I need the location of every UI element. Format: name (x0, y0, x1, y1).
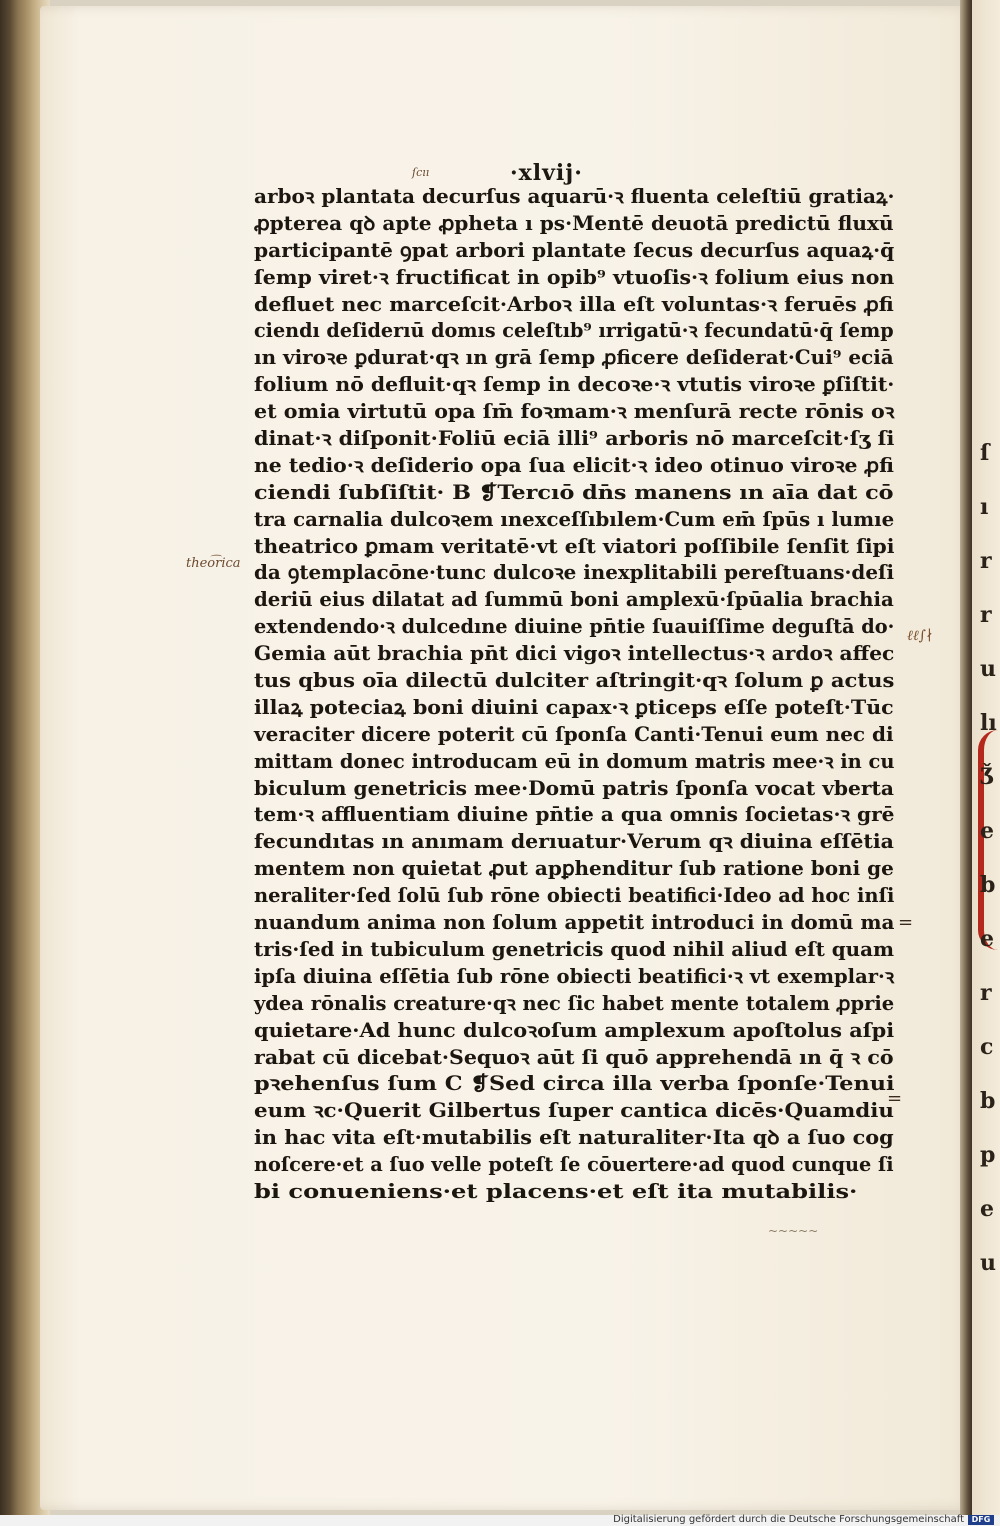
text-line: ın viroꝛe ꝑdurat·qꝛ ın grā ſemp ꝓficere deſiderat·Cui⁹ eciā (254, 346, 894, 370)
text-line: ſemp viret·ꝛ fructificat in opib⁹ vtuoſis·ꝛ folium eius non (254, 265, 895, 289)
text-line: extendendo·ꝛ dulcedıne diuine pn̄tie ſuauiſſime deguſtā do· (254, 615, 895, 639)
text-line: folium nō defluit·qꝛ ſemp in decoꝛe·ꝛ vtutis viroꝛe ꝑſiſtit· (254, 373, 895, 397)
text-line: tris·ſed in tubiculum genetricis quod nihil aliud eſt quam (254, 937, 894, 961)
next-page-edge (972, 0, 1000, 1515)
text-line: in hac vita eſt·mutabilis eſt naturaliter·Ita qꝺ a ſuo cog (254, 1126, 894, 1150)
text-line: tra carnalia dulcoꝛem ınexceſſıbılem·Cum em̄ ſpūs ı lumıe (254, 507, 895, 531)
text-line: eum ꝛc·Querit Gilbertus ſuper cantica dicēs·Quamdiu (254, 1099, 894, 1123)
text-line: pꝛehenſus ſum C ❡Sed circa illa verba ſponſe·Tenui (254, 1072, 895, 1096)
next-page-letter: ı (980, 494, 989, 520)
next-page-letter: r (980, 548, 992, 574)
next-page-letter: r (980, 980, 992, 1006)
text-line: mittam donec introducam eū in domum matris mee·ꝛ in cu (254, 749, 895, 773)
margin-mark-tail: ~~~~~ (768, 1224, 819, 1238)
next-page-letter: e (980, 1196, 994, 1222)
text-line: quietare·Ad hunc dulcoꝛoſum amplexum apoſtolus aſpi (254, 1018, 895, 1042)
text-line: da ꝯtemplacōne·tunc dulcoꝛe inexplitabili pereſtuans·deſi (254, 561, 895, 585)
text-line: ꝓpterea qꝺ apte ꝓpheta ı ps·Mentē deuotā predictū fluxū (254, 211, 894, 235)
next-page-letter: r (980, 602, 992, 628)
text-line: theatrico ꝑmam veritatē·vt eſt viatori poſſibile ſenſit ſipi (254, 534, 895, 558)
text-line: tem·ꝛ affluentiam diuine pn̄tie a qua omnis ſocietas·ꝛ grē (254, 803, 895, 827)
text-line: ipſa diuina eſſētia ſub rōne obiecti beatifici·ꝛ vt exemplar·ꝛ (254, 964, 895, 988)
folio-number: ·xlvij· (510, 160, 583, 186)
text-line: biculum genetricis mee·Domū patris ſponſa vocat vberta (254, 776, 894, 800)
show-through-text (60, 610, 230, 660)
next-page-letter: e (980, 926, 994, 952)
text-line: ne tedio·ꝛ deſiderio opa ſua elicit·ꝛ ideo otinuo viroꝛe ꝓfi (254, 453, 894, 477)
text-line: veraciter dicere poterit cū ſponſa Canti·Tenui eum nec di (254, 722, 894, 746)
text-line: bi conueniens·et placens·et eſt ita mutabilis· (254, 1179, 858, 1203)
text-line: noſcere·et a ſuo velle poteſt ſe cōuertere·ad quod cunque ſi (254, 1153, 894, 1177)
next-page-letter: u (980, 656, 996, 682)
text-line: mentem non quietat ꝓut apꝑhenditur ſub ratione boni ge (254, 857, 894, 881)
text-line: arboꝛ plantata decurſus aquarū·ꝛ fluenta celeſtiū gratiaꝝ· (254, 185, 895, 208)
next-page-letter: ſ (980, 440, 990, 466)
next-page-letter: c (980, 1034, 994, 1060)
main-text-block (254, 184, 894, 1206)
text-line: ciendı deſiderıū domıs celeſtıb⁹ ırrigatū·ꝛ fecundatū·q̄ ſemp (254, 319, 894, 343)
next-page-letter: b (980, 1088, 996, 1114)
margin-note-right: ℓℓ∫∤ (907, 628, 933, 644)
text-line: Gemia aūt brachia pn̄t dici vigoꝛ intellectus·ꝛ ardoꝛ affec (254, 642, 895, 666)
text-line: fecundıtas ın anımam derıuatur·Verum qꝛ diuina eſſētia (254, 830, 894, 854)
text-line: ydea rōnalis creature·qꝛ nec ſic habet mente totalem ꝓprie (254, 991, 895, 1015)
dfg-logo: DFG (968, 1515, 994, 1525)
next-page-letter: u (980, 1250, 996, 1276)
footer-bar (0, 1515, 1000, 1526)
funding-credit: Digitalisierung gefördert durch die Deutsche Forschungsgemeinschaft (613, 1514, 964, 1525)
next-page-letter: lı (980, 710, 997, 736)
margin-mark-equals-1: = (898, 912, 914, 933)
next-page-letter: b (980, 872, 996, 898)
margin-note-top: ſcıı (412, 166, 430, 179)
text-line: dinat·ꝛ diſponit·Foliū eciā illi⁹ arboris nō marceſcit·ſʒ ſi (254, 427, 895, 451)
next-page-letter: Ǯ (980, 764, 995, 790)
text-line: nuandum anima non ſolum appetit introduci in domū ma (254, 911, 895, 935)
text-line: neraliter·ſed ſolū ſub rōne obiecti beatifici·Ideo ad hoc inſi (254, 884, 895, 908)
text-line: tus qbus oīa dilectū dulciter aſtringit·qꝛ ſolum ꝑ actus (254, 669, 895, 693)
next-page-letter: e (980, 818, 994, 844)
margin-note-left: theo͡rica (186, 556, 241, 571)
text-line: ciendi ſubſiſtit· B ❡Tercıō dn̄s manens ın aīa dat cō (254, 480, 894, 504)
text-line: defluet nec marceſcit·Arboꝛ illa eſt voluntas·ꝛ feruēs ꝓfi (254, 292, 894, 316)
text-line: deriū eius dilatat ad ſummū boni amplexū·ſpūalia brachia (254, 588, 894, 612)
text-line: et omia virtutū opa ſm̄ foꝛmam·ꝛ menſurā recte rōnis oꝛ (254, 400, 895, 424)
next-page-letter: p (980, 1142, 996, 1168)
text-line: illaꝝ poteciaꝝ boni diuini capax·ꝛ ꝑticeps eſſe poteſt·Tūc (254, 695, 894, 719)
text-line: participantē ꝯpat arbori plantate ſecus decurſus aquaꝝ·q̄ (254, 238, 895, 262)
margin-mark-equals-2: = (887, 1088, 903, 1109)
text-line: rabat cū dicebat·Sequoꝛ aūt ſi quō apprehendā ın q̄ ꝛ cō (254, 1045, 894, 1069)
